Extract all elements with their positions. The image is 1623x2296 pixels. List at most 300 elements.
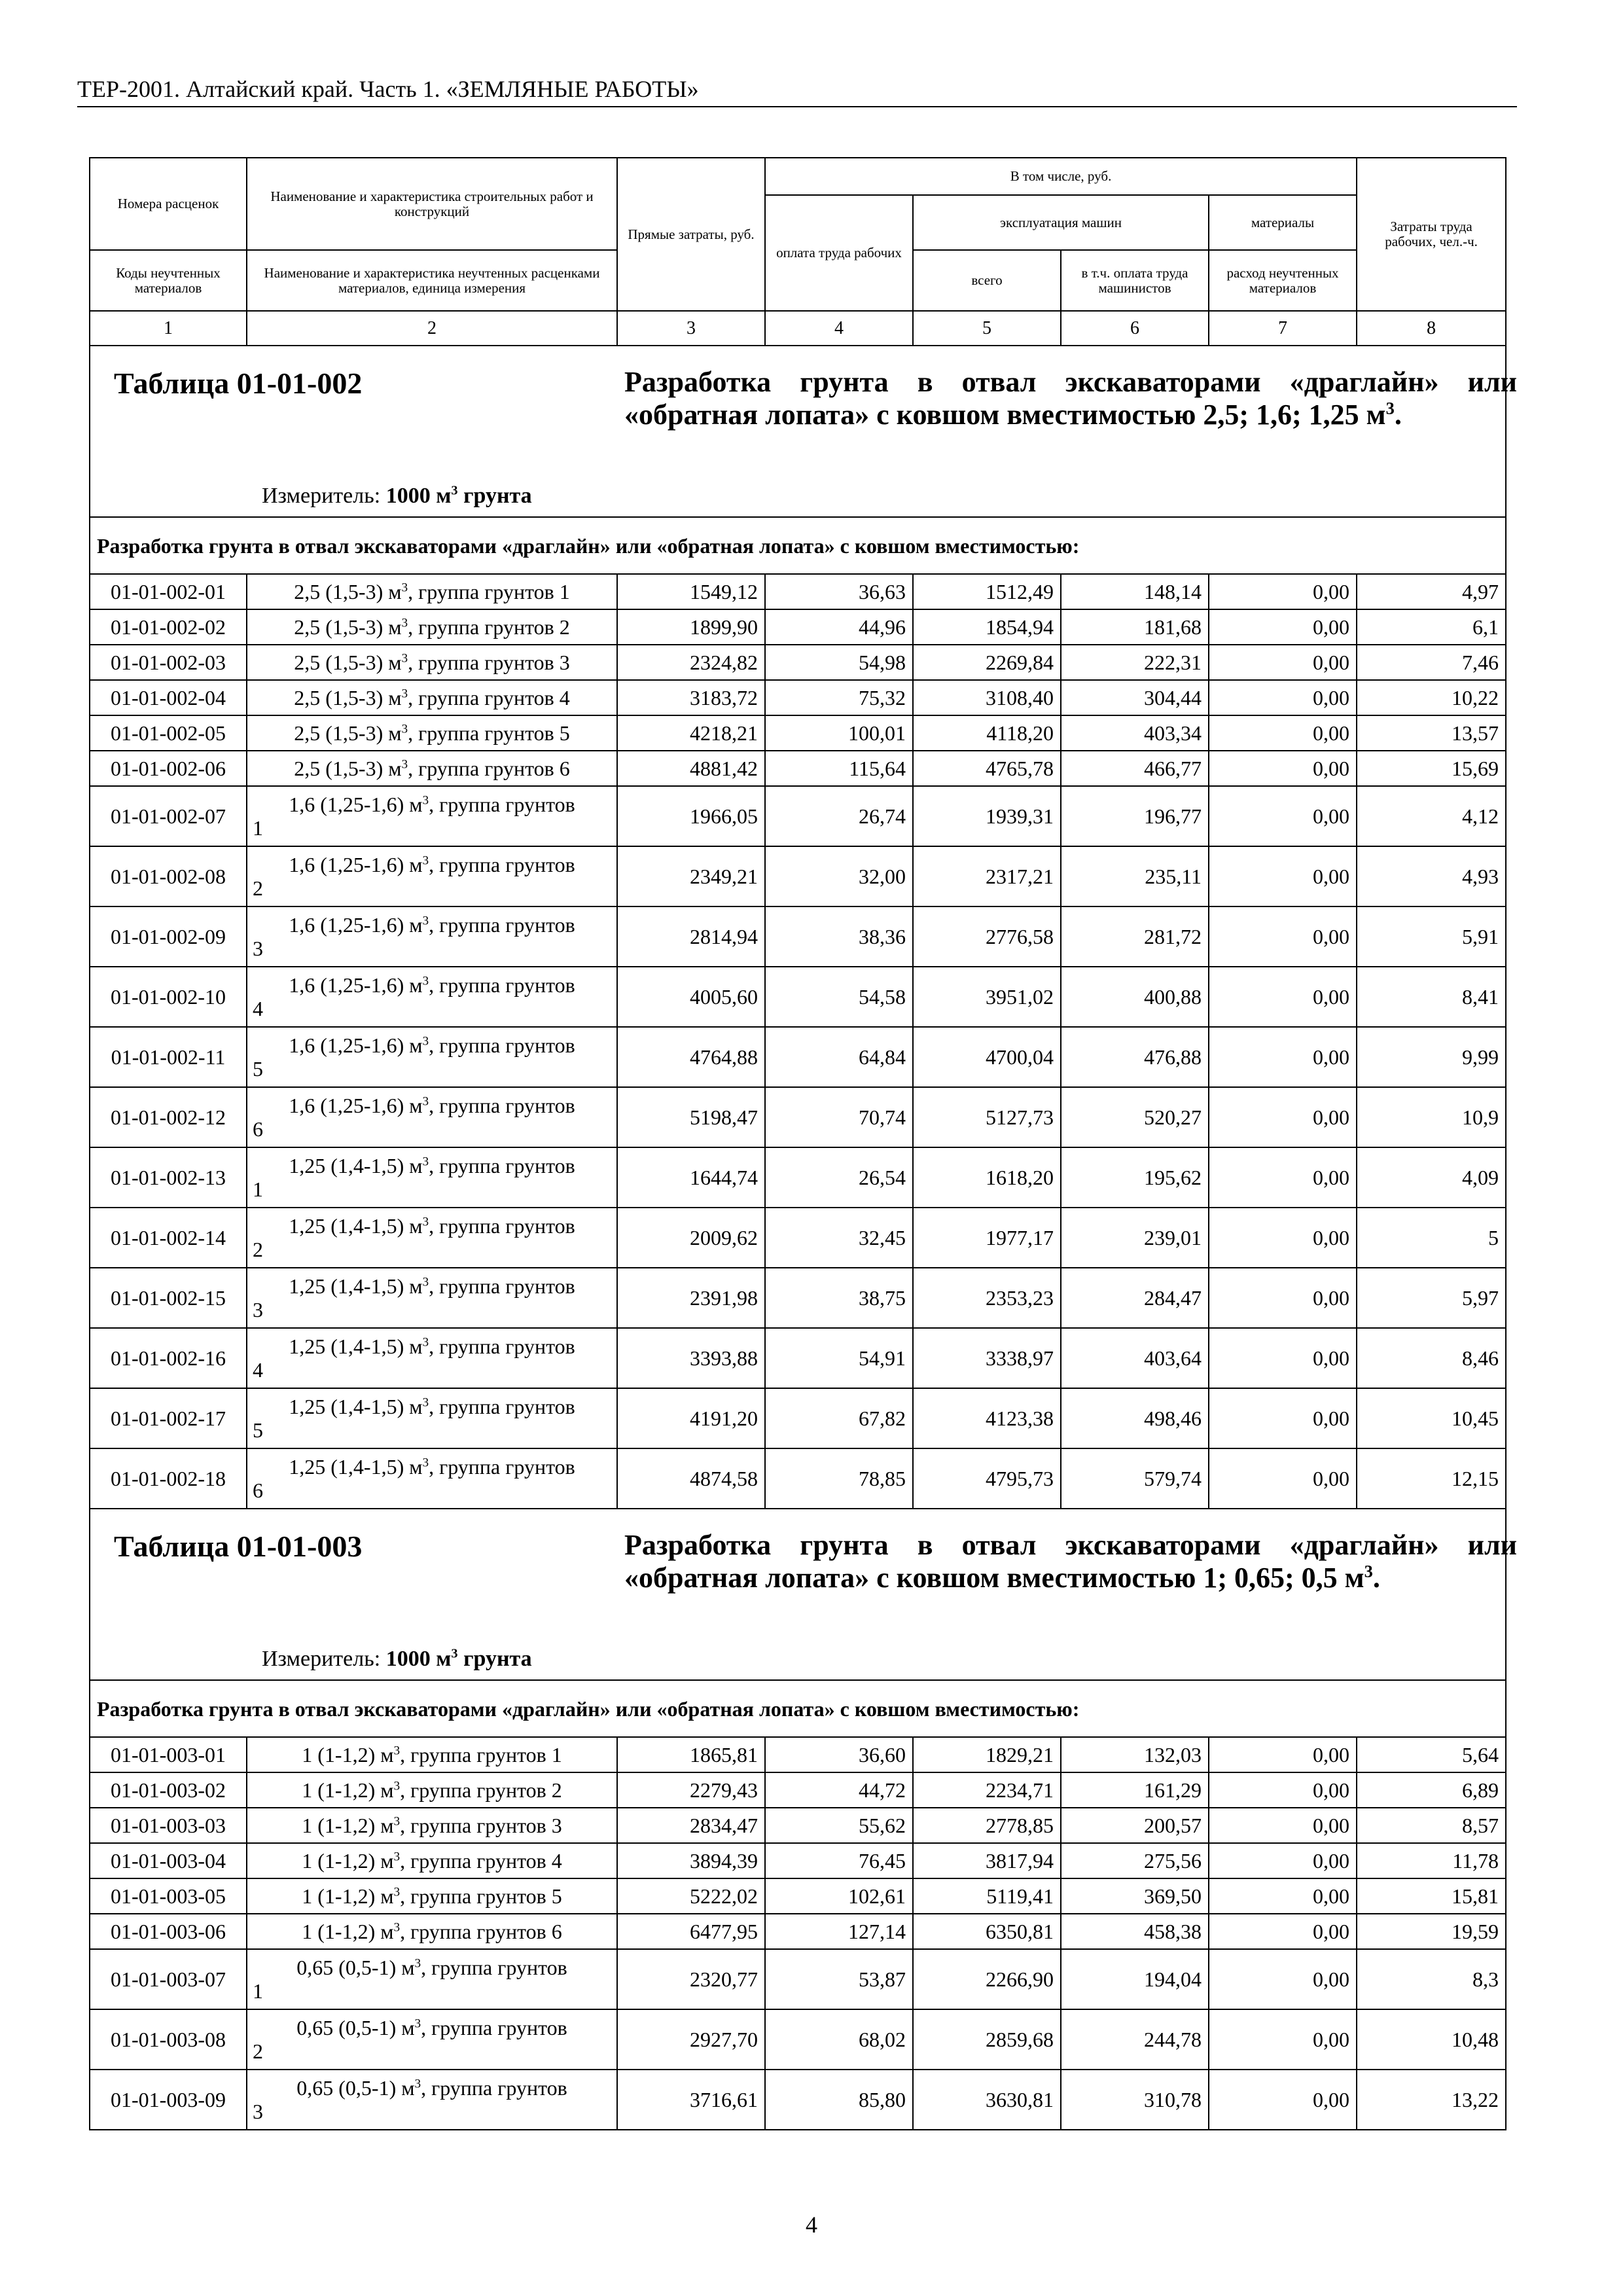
measure-value: 1000 м <box>385 484 452 508</box>
rate-name-volume: 2,5 (1,5-3) м <box>294 615 402 639</box>
rate-name-line1 <box>253 1094 611 1117</box>
labor-pay: 100,01 <box>765 715 913 751</box>
rate-name-line1 <box>253 853 611 876</box>
rate-name <box>247 1328 617 1388</box>
machine-total: 1939,31 <box>913 786 1061 846</box>
rate-name-line1 <box>253 1455 611 1479</box>
labor-pay: 76,45 <box>765 1843 913 1878</box>
rate-name <box>247 645 617 680</box>
machine-operator-pay: 235,11 <box>1061 846 1209 906</box>
table-description-end: . <box>1394 399 1402 431</box>
rate-name-volume: 1 (1-1,2) м <box>302 1849 394 1873</box>
machine-total: 3951,02 <box>913 967 1061 1027</box>
rate-code: 01-01-002-17 <box>90 1388 247 1448</box>
table-row <box>90 1772 1506 1808</box>
machine-operator-pay: 275,56 <box>1061 1843 1209 1878</box>
rate-code: 01-01-002-13 <box>90 1147 247 1208</box>
table-row <box>90 967 1506 1027</box>
table-row <box>90 1737 1506 1772</box>
machine-total: 4795,73 <box>913 1448 1061 1509</box>
rate-code: 01-01-002-14 <box>90 1208 247 1268</box>
rate-name-group: , группа грунтов 6 <box>400 1920 562 1943</box>
machine-total: 5119,41 <box>913 1878 1061 1914</box>
cube-sup: 3 <box>422 1275 429 1289</box>
cube-sup: 3 <box>422 974 429 988</box>
labor-pay: 54,98 <box>765 645 913 680</box>
rate-code: 01-01-003-06 <box>90 1914 247 1949</box>
materials-use: 0,00 <box>1209 1808 1357 1843</box>
measure-value: 1000 м <box>385 1647 452 1671</box>
machine-operator-pay: 281,72 <box>1061 906 1209 967</box>
rate-name-volume: 1,6 (1,25-1,6) м <box>289 913 423 937</box>
materials-use: 0,00 <box>1209 680 1357 715</box>
labor-pay: 32,00 <box>765 846 913 906</box>
rate-name-group-number: 2 <box>253 876 263 900</box>
rate-name <box>247 2070 617 2130</box>
cube-sup: 3 <box>401 616 408 630</box>
table-row <box>90 1808 1506 1843</box>
machine-total: 2776,58 <box>913 906 1061 967</box>
rate-name-group: , группа грунтов 1 <box>408 580 570 603</box>
machine-total: 4700,04 <box>913 1027 1061 1087</box>
rate-name-volume: 1,25 (1,4-1,5) м <box>289 1274 423 1298</box>
table-row <box>90 1328 1506 1388</box>
materials-use: 0,00 <box>1209 1328 1357 1388</box>
cube-sup: 3 <box>401 651 408 666</box>
rate-name-group-number: 1 <box>253 816 263 840</box>
machine-total: 1854,94 <box>913 609 1061 645</box>
direct-cost: 4881,42 <box>617 751 765 786</box>
direct-cost: 3183,72 <box>617 680 765 715</box>
cube-sup: 3 <box>422 793 429 808</box>
table-row <box>90 1027 1506 1087</box>
rate-name <box>247 967 617 1027</box>
column-number: 3 <box>617 311 765 346</box>
rate-code: 01-01-002-15 <box>90 1268 247 1328</box>
table-row <box>90 1268 1506 1328</box>
labor-hours: 15,81 <box>1357 1878 1506 1914</box>
rate-name-group-number: 4 <box>253 1358 263 1382</box>
table-row <box>90 1087 1506 1147</box>
cube-sup: 3 <box>393 1920 401 1935</box>
rate-name-line1 <box>253 1956 611 1979</box>
rate-name-volume: 1,25 (1,4-1,5) м <box>289 1395 423 1418</box>
rate-code: 01-01-002-07 <box>90 786 247 846</box>
machine-total: 5127,73 <box>913 1087 1061 1147</box>
labor-hours: 10,48 <box>1357 2009 1506 2070</box>
machine-total: 4123,38 <box>913 1388 1061 1448</box>
machine-operator-pay: 161,29 <box>1061 1772 1209 1808</box>
direct-cost: 4191,20 <box>617 1388 765 1448</box>
rate-name <box>247 715 617 751</box>
machine-operator-pay: 200,57 <box>1061 1808 1209 1843</box>
materials-use: 0,00 <box>1209 1388 1357 1448</box>
rate-name <box>247 1027 617 1087</box>
cube-sup: 3 <box>422 1215 429 1229</box>
col-machines-labor: в т.ч. оплата труда машинистов <box>1061 250 1209 311</box>
rates-table <box>89 157 1517 2130</box>
rate-name <box>247 680 617 715</box>
cube-sup: 3 <box>393 1814 401 1829</box>
rate-name-group: , группа грунтов 4 <box>408 686 570 709</box>
rate-name-group: , группа грунтов <box>429 853 575 876</box>
table-row <box>90 1208 1506 1268</box>
labor-pay: 44,72 <box>765 1772 913 1808</box>
machine-total: 2234,71 <box>913 1772 1061 1808</box>
rate-name-volume: 0,65 (0,5-1) м <box>296 2076 415 2100</box>
direct-cost: 3894,39 <box>617 1843 765 1878</box>
rate-name-line1 <box>253 1214 611 1238</box>
machine-total: 3338,97 <box>913 1328 1061 1388</box>
rate-name-volume: 1,6 (1,25-1,6) м <box>289 1033 423 1057</box>
materials-use: 0,00 <box>1209 786 1357 846</box>
table-row <box>90 715 1506 751</box>
labor-pay: 54,91 <box>765 1328 913 1388</box>
machine-operator-pay: 476,88 <box>1061 1027 1209 1087</box>
labor-hours: 13,22 <box>1357 2070 1506 2130</box>
rate-name-line1 <box>253 1154 611 1177</box>
labor-hours: 8,41 <box>1357 967 1506 1027</box>
rate-name-volume: 1,25 (1,4-1,5) м <box>289 1214 423 1238</box>
materials-use: 0,00 <box>1209 846 1357 906</box>
cube-sup: 3 <box>414 2017 421 2031</box>
labor-hours: 5,91 <box>1357 906 1506 967</box>
rate-name-group: , группа грунтов <box>429 1154 575 1177</box>
rate-name <box>247 1949 617 2009</box>
table-label: Таблица 01-01-003 <box>114 1530 363 1563</box>
rate-name-line1 <box>253 2016 611 2039</box>
direct-cost: 1899,90 <box>617 609 765 645</box>
rate-name-volume: 0,65 (0,5-1) м <box>296 2016 415 2039</box>
table-row <box>90 1147 1506 1208</box>
rate-name <box>247 1087 617 1147</box>
labor-hours: 12,15 <box>1357 1448 1506 1509</box>
cube-sup: 3 <box>393 1850 401 1864</box>
direct-cost: 2834,47 <box>617 1808 765 1843</box>
direct-cost: 2009,62 <box>617 1208 765 1268</box>
column-number: 8 <box>1357 311 1506 346</box>
labor-hours: 8,3 <box>1357 1949 1506 2009</box>
col-labor-cost: Затраты труда рабочих, чел.-ч. <box>1357 158 1506 311</box>
rate-name-volume: 2,5 (1,5-3) м <box>294 686 402 709</box>
machine-operator-pay: 181,68 <box>1061 609 1209 645</box>
measure-rest: грунта <box>457 484 532 508</box>
cube-sup: 3 <box>401 687 408 701</box>
rate-name-group: , группа грунтов <box>429 1455 575 1479</box>
direct-cost: 1644,74 <box>617 1147 765 1208</box>
materials-use: 0,00 <box>1209 906 1357 967</box>
labor-hours: 10,22 <box>1357 680 1506 715</box>
table-description-end: . <box>1372 1562 1380 1594</box>
table-title-block <box>97 346 1517 516</box>
rate-name <box>247 751 617 786</box>
table-subtitle: Разработка грунта в отвал экскаваторами «драглайн» или «обратная лопата» с ковшом вместимостью: <box>90 517 1506 574</box>
labor-hours: 4,97 <box>1357 574 1506 609</box>
rate-name-line1 <box>253 1395 611 1418</box>
rate-name-volume: 1,25 (1,4-1,5) м <box>289 1335 423 1358</box>
col-materials-use: расход неучтенных материалов <box>1209 250 1357 311</box>
labor-hours: 10,9 <box>1357 1087 1506 1147</box>
rate-name-group: , группа грунтов <box>429 793 575 816</box>
col-codes-top: Номера расценок <box>90 158 247 250</box>
machine-operator-pay: 369,50 <box>1061 1878 1209 1914</box>
direct-cost: 6477,95 <box>617 1914 765 1949</box>
column-number: 2 <box>247 311 617 346</box>
labor-hours: 4,12 <box>1357 786 1506 846</box>
labor-pay: 26,74 <box>765 786 913 846</box>
measure-value-group <box>386 484 532 508</box>
machine-total: 2266,90 <box>913 1949 1061 2009</box>
labor-hours: 5,97 <box>1357 1268 1506 1328</box>
table-description <box>624 1529 1517 1594</box>
rate-code: 01-01-002-11 <box>90 1027 247 1087</box>
machine-operator-pay: 579,74 <box>1061 1448 1209 1509</box>
machine-total: 1618,20 <box>913 1147 1061 1208</box>
materials-use: 0,00 <box>1209 609 1357 645</box>
rate-name <box>247 609 617 645</box>
machine-operator-pay: 498,46 <box>1061 1388 1209 1448</box>
cube-sup: 3 <box>393 1779 401 1793</box>
cube-sup: 3 <box>422 1335 429 1350</box>
table-row <box>90 609 1506 645</box>
direct-cost: 1549,12 <box>617 574 765 609</box>
rate-name-group: , группа грунтов 4 <box>400 1849 562 1873</box>
cube-sup: 3 <box>422 1155 429 1169</box>
rate-code: 01-01-002-02 <box>90 609 247 645</box>
header-row-1 <box>90 158 1506 195</box>
col-machines-total: всего <box>913 250 1061 311</box>
rate-name-group-number: 4 <box>253 997 263 1020</box>
labor-pay: 32,45 <box>765 1208 913 1268</box>
materials-use: 0,00 <box>1209 1027 1357 1087</box>
rate-name-volume: 1 (1-1,2) м <box>302 1743 394 1767</box>
labor-hours: 11,78 <box>1357 1843 1506 1878</box>
cube-sup: 3 <box>422 1395 429 1410</box>
direct-cost: 5198,47 <box>617 1087 765 1147</box>
rate-code: 01-01-003-03 <box>90 1808 247 1843</box>
materials-use: 0,00 <box>1209 1878 1357 1914</box>
materials-use: 0,00 <box>1209 574 1357 609</box>
rate-code: 01-01-002-03 <box>90 645 247 680</box>
rate-name-group-number: 6 <box>253 1479 263 1502</box>
rate-name-line1 <box>253 793 611 816</box>
labor-hours: 10,45 <box>1357 1388 1506 1448</box>
table-row <box>90 680 1506 715</box>
cube-sup: 3 <box>414 1956 421 1971</box>
table-description-sup: 3 <box>1385 398 1395 418</box>
rate-code: 01-01-002-10 <box>90 967 247 1027</box>
table-row <box>90 751 1506 786</box>
table-row <box>90 2009 1506 2070</box>
machine-total: 2269,84 <box>913 645 1061 680</box>
materials-use: 0,00 <box>1209 1843 1357 1878</box>
col-name-bottom: Наименование и характеристика неучтенных расценками материалов, единица измерения <box>247 250 617 311</box>
machine-operator-pay: 222,31 <box>1061 645 1209 680</box>
table-description-text: Разработка грунта в отвал экскаваторами «драглайн» или «обратная лопата» с ковшом вместимостью 2,5; 1,6; 1,25 м <box>624 366 1517 431</box>
rate-name-line1 <box>253 1335 611 1358</box>
materials-use: 0,00 <box>1209 967 1357 1027</box>
col-machines: эксплуатация машин <box>913 195 1209 250</box>
labor-pay: 75,32 <box>765 680 913 715</box>
rate-name-volume: 1,6 (1,25-1,6) м <box>289 973 423 997</box>
materials-use: 0,00 <box>1209 1737 1357 1772</box>
materials-use: 0,00 <box>1209 1268 1357 1328</box>
machine-operator-pay: 195,62 <box>1061 1147 1209 1208</box>
table-subtitle: Разработка грунта в отвал экскаваторами «драглайн» или «обратная лопата» с ковшом вместимостью: <box>90 1680 1506 1737</box>
rate-name-group: , группа грунтов 1 <box>400 1743 562 1767</box>
rate-name-volume: 2,5 (1,5-3) м <box>294 651 402 674</box>
cube-sup: 3 <box>393 1885 401 1899</box>
cube-sup: 3 <box>401 581 408 595</box>
table-measure <box>262 484 532 509</box>
materials-use: 0,00 <box>1209 1949 1357 2009</box>
column-number: 6 <box>1061 311 1209 346</box>
rate-name-group: , группа грунтов 3 <box>408 651 570 674</box>
labor-pay: 36,60 <box>765 1737 913 1772</box>
direct-cost: 2814,94 <box>617 906 765 967</box>
rate-name-volume: 1,25 (1,4-1,5) м <box>289 1154 423 1177</box>
direct-cost: 1865,81 <box>617 1737 765 1772</box>
rate-name <box>247 1772 617 1808</box>
rate-name-group: , группа грунтов <box>429 1395 575 1418</box>
labor-pay: 68,02 <box>765 2009 913 2070</box>
direct-cost: 4218,21 <box>617 715 765 751</box>
column-number: 7 <box>1209 311 1357 346</box>
cube-sup: 3 <box>401 722 408 736</box>
rate-name-group: , группа грунтов 2 <box>400 1778 562 1802</box>
measure-label: Измеритель: <box>262 1647 386 1671</box>
direct-cost: 2320,77 <box>617 1949 765 2009</box>
direct-cost: 3716,61 <box>617 2070 765 2130</box>
table-title-block <box>97 1509 1517 1679</box>
machine-operator-pay: 458,38 <box>1061 1914 1209 1949</box>
rate-name <box>247 574 617 609</box>
direct-cost: 5222,02 <box>617 1878 765 1914</box>
rate-name <box>247 1268 617 1328</box>
cube-sup: 3 <box>401 757 408 772</box>
machine-operator-pay: 196,77 <box>1061 786 1209 846</box>
direct-cost: 2391,98 <box>617 1268 765 1328</box>
rate-name-line1 <box>253 913 611 937</box>
table-row <box>90 786 1506 846</box>
rate-name-group: , группа грунтов <box>429 1274 575 1298</box>
labor-pay: 85,80 <box>765 2070 913 2130</box>
column-numbers-row <box>90 311 1506 346</box>
rate-name-group: , группа грунтов 5 <box>408 721 570 745</box>
materials-use: 0,00 <box>1209 1147 1357 1208</box>
table-row <box>90 2070 1506 2130</box>
machine-total: 1512,49 <box>913 574 1061 609</box>
rate-name-volume: 1,6 (1,25-1,6) м <box>289 793 423 816</box>
rate-name-group-number: 3 <box>253 937 263 960</box>
col-including: В том числе, руб. <box>765 158 1357 195</box>
labor-pay: 55,62 <box>765 1808 913 1843</box>
rate-name-group: , группа грунтов <box>421 1956 567 1979</box>
machine-operator-pay: 244,78 <box>1061 2009 1209 2070</box>
labor-pay: 102,61 <box>765 1878 913 1914</box>
labor-hours: 13,57 <box>1357 715 1506 751</box>
rate-name-volume: 1 (1-1,2) м <box>302 1920 394 1943</box>
machine-operator-pay: 239,01 <box>1061 1208 1209 1268</box>
rate-code: 01-01-003-01 <box>90 1737 247 1772</box>
labor-pay: 44,96 <box>765 609 913 645</box>
measure-sup: 3 <box>451 1646 458 1661</box>
rate-name-group-number: 1 <box>253 1177 263 1201</box>
rate-code: 01-01-003-09 <box>90 2070 247 2130</box>
cube-sup: 3 <box>422 853 429 868</box>
labor-pay: 127,14 <box>765 1914 913 1949</box>
machine-operator-pay: 403,64 <box>1061 1328 1209 1388</box>
direct-cost: 1966,05 <box>617 786 765 846</box>
table-row <box>90 846 1506 906</box>
rate-name-group: , группа грунтов <box>429 1335 575 1358</box>
materials-use: 0,00 <box>1209 1914 1357 1949</box>
rate-name <box>247 1147 617 1208</box>
rate-code: 01-01-003-07 <box>90 1949 247 2009</box>
machine-total: 3630,81 <box>913 2070 1061 2130</box>
machine-operator-pay: 310,78 <box>1061 2070 1209 2130</box>
rate-name-group-number: 3 <box>253 2100 263 2123</box>
rate-code: 01-01-003-04 <box>90 1843 247 1878</box>
table-subtitle-row <box>90 517 1506 574</box>
rate-name-volume: 1,6 (1,25-1,6) м <box>289 853 423 876</box>
machine-operator-pay: 284,47 <box>1061 1268 1209 1328</box>
rate-name-line1 <box>253 1274 611 1298</box>
rate-name-volume: 2,5 (1,5-3) м <box>294 721 402 745</box>
machine-operator-pay: 304,44 <box>1061 680 1209 715</box>
machine-operator-pay: 400,88 <box>1061 967 1209 1027</box>
rate-name <box>247 1448 617 1509</box>
machine-operator-pay: 194,04 <box>1061 1949 1209 2009</box>
labor-hours: 5 <box>1357 1208 1506 1268</box>
rate-name-group-number: 5 <box>253 1057 263 1081</box>
labor-hours: 4,93 <box>1357 846 1506 906</box>
table-title-cell <box>90 1509 1517 1680</box>
materials-use: 0,00 <box>1209 715 1357 751</box>
machine-total: 1977,17 <box>913 1208 1061 1268</box>
col-name-top: Наименование и характеристика строительных работ и конструкций <box>247 158 617 250</box>
machine-operator-pay: 148,14 <box>1061 574 1209 609</box>
table-subtitle-row <box>90 1680 1506 1737</box>
rate-code: 01-01-002-01 <box>90 574 247 609</box>
rate-name-group-number: 1 <box>253 1979 263 2003</box>
table-title-row <box>90 346 1506 517</box>
cube-sup: 3 <box>393 1744 401 1758</box>
table-row <box>90 574 1506 609</box>
machine-total: 3817,94 <box>913 1843 1061 1878</box>
table-title-cell <box>90 346 1517 517</box>
header-rule <box>77 106 1517 107</box>
rate-name-line1 <box>253 973 611 997</box>
table-row <box>90 645 1506 680</box>
rate-code: 01-01-002-06 <box>90 751 247 786</box>
labor-pay: 70,74 <box>765 1087 913 1147</box>
table-description <box>624 366 1517 431</box>
rate-code: 01-01-002-05 <box>90 715 247 751</box>
materials-use: 0,00 <box>1209 1448 1357 1509</box>
rate-name-group: , группа грунтов <box>421 2016 567 2039</box>
rate-name <box>247 1914 617 1949</box>
rate-name-group: , группа грунтов <box>429 913 575 937</box>
rate-name-line1 <box>253 1033 611 1057</box>
labor-pay: 38,75 <box>765 1268 913 1328</box>
measure-value-group <box>386 1647 532 1671</box>
machine-total: 2317,21 <box>913 846 1061 906</box>
rate-name-group: , группа грунтов <box>421 2076 567 2100</box>
rate-code: 01-01-003-02 <box>90 1772 247 1808</box>
rate-name-volume: 1,25 (1,4-1,5) м <box>289 1455 423 1479</box>
rate-name <box>247 1843 617 1878</box>
